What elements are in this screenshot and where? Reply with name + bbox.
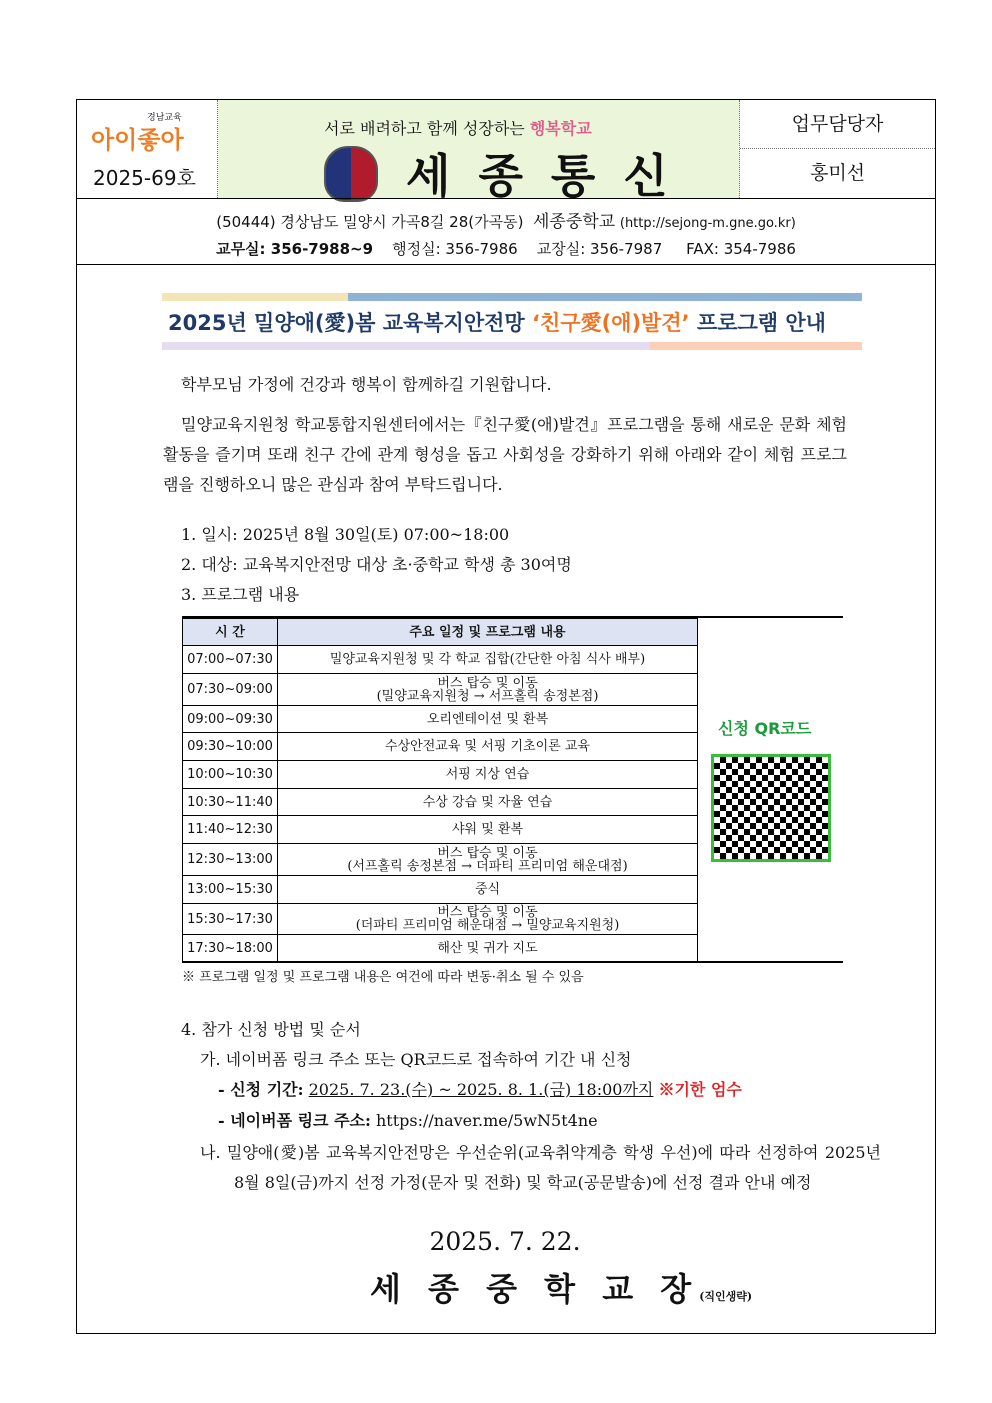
item-program: 3. 프로그램 내용 — [181, 585, 300, 604]
table-row — [183, 761, 698, 789]
signer-name: 세 종 중 학 교 장 — [370, 1270, 700, 1308]
school-url[interactable]: (http://sejong-m.gne.go.kr) — [619, 216, 796, 231]
school-name: 세종중학교 — [532, 212, 616, 232]
item-target: 2. 대상: 교육복지안전망 대상 초·중학교 학생 총 30여명 — [181, 555, 572, 574]
row-content — [278, 876, 698, 904]
slogan-text: 서로 배려하고 함께 성장하는 — [324, 119, 525, 138]
deadline-note: ※기한 엄수 — [658, 1080, 742, 1099]
seal-omitted: (직인생략) — [699, 1290, 753, 1303]
table-row — [183, 935, 698, 963]
manager-name: 홍미선 — [809, 162, 866, 184]
row-content-route: (더파티 프리미엄 해운대점 → 밀양교육지원청) — [355, 918, 620, 933]
row-time: 12:30~13:00 — [183, 844, 278, 876]
contact-line — [77, 238, 935, 259]
signer — [370, 1264, 752, 1310]
period-value: 2025. 7. 23.(수) ~ 2025. 8. 1.(금) 18:00까지 — [308, 1080, 654, 1099]
greeting: 학부모님 가정에 건강과 행복이 함께하길 기원합니다. — [181, 375, 552, 394]
intro-paragraph: 밀양교육지원청 학교통합지원센터에서는『친구愛(애)발견』프로그램을 통해 새로운 문화 체험활동을 즐기며 또래 친구 간에 관계 형성을 돕고 사회성을 강화하기 위해 아래와 같이 체험 프로그램을 진행하오니 많은 관심과 참여 부탁드립니다. — [163, 415, 847, 494]
table-row — [183, 844, 698, 876]
header-left — [77, 100, 218, 198]
row-content-main: 버스 탑승 및 이동 — [437, 845, 538, 861]
table-note: ※ 프로그램 일정 및 프로그램 내용은 여건에 따라 변동·취소 될 수 있음 — [182, 970, 584, 985]
header-time: 시 간 — [183, 619, 278, 646]
row-time: 15:30~17:30 — [183, 904, 278, 935]
item-date: 1. 일시: 2025년 8월 30일(토) 07:00~18:00 — [181, 525, 510, 544]
row-time: 10:00~10:30 — [183, 761, 278, 789]
address-text: (50444) 경상남도 밀양시 가곡8길 28(가곡동) — [216, 213, 524, 231]
row-content-route: (밀양교육지원청 → 서프홀릭 송정본점) — [376, 688, 599, 704]
banner-title-b: ‘친구愛(애)발견’ — [532, 311, 690, 335]
banner-bar-top-left — [162, 293, 348, 301]
qr-code-icon[interactable] — [711, 754, 831, 862]
row-content — [278, 789, 698, 816]
admin-phone: 행정실: 356-7986 — [392, 240, 518, 258]
qr-label: 신청 QR코드 — [718, 719, 812, 738]
banner-bar-bottom-right — [650, 342, 862, 350]
apply-period — [218, 1077, 742, 1100]
slogan — [324, 116, 592, 139]
table-row — [183, 876, 698, 904]
row-content — [278, 904, 698, 935]
naver-form-link[interactable]: https://naver.me/5wN5t4ne — [376, 1111, 598, 1130]
principal-phone: 교장실: 356-7987 — [536, 240, 663, 258]
period-label: - 신청 기간: — [218, 1080, 304, 1099]
link-label: - 네이버폼 링크 주소: — [218, 1111, 371, 1130]
row-content-main: 밀양교육지원청 및 각 학교 집합(간단한 아침 식사 배부) — [329, 652, 646, 667]
banner-title-a: 2025년 밀양애(愛)봄 교육복지안전망 — [168, 311, 525, 335]
row-content-main: 해산 및 귀가 지도 — [437, 941, 538, 956]
row-content-main: 중식 — [474, 882, 501, 897]
row-content-main: 수상안전교육 및 서핑 기초이론 교육 — [385, 739, 590, 754]
table-row — [183, 706, 698, 733]
address-block — [77, 198, 935, 265]
banner-title — [168, 307, 826, 337]
row-time: 07:30~09:00 — [183, 674, 278, 706]
address-line — [77, 207, 935, 232]
row-time: 13:00~15:30 — [183, 876, 278, 904]
form-link — [218, 1108, 598, 1131]
row-content-main: 버스 탑승 및 이동 — [437, 905, 538, 920]
row-content — [278, 733, 698, 761]
row-content-main: 수상 강습 및 자율 연습 — [422, 794, 553, 810]
row-content — [278, 646, 698, 674]
row-content — [278, 844, 698, 876]
row-content — [278, 706, 698, 733]
section4-title: 4. 참가 신청 방법 및 순서 — [181, 1020, 361, 1039]
manager-label: 업무담당자 — [740, 100, 935, 149]
table-row — [183, 674, 698, 706]
header-content: 주요 일정 및 프로그램 내용 — [278, 619, 698, 646]
row-content-main: 서핑 지상 연습 — [445, 767, 530, 782]
row-time: 11:40~12:30 — [183, 816, 278, 844]
row-time: 10:30~11:40 — [183, 789, 278, 816]
fax-number: FAX: 354-7986 — [686, 240, 796, 258]
banner-bar-bottom-left — [162, 342, 650, 350]
logo: 아이좋아 — [91, 126, 184, 154]
banner-title-c: 프로그램 안내 — [696, 311, 826, 335]
header-manager — [740, 100, 935, 198]
row-content-main: 버스 탑승 및 이동 — [437, 675, 538, 691]
table-header-row — [183, 619, 698, 646]
row-content — [278, 816, 698, 844]
newsletter-title: 세 종 통 신 — [406, 149, 674, 203]
table-row — [183, 733, 698, 761]
office-phone: 교무실: 356-7988~9 — [216, 240, 374, 258]
document-date: 2025. 7. 22. — [429, 1227, 581, 1256]
table-row — [183, 646, 698, 674]
row-time: 09:30~10:00 — [183, 733, 278, 761]
table-row — [183, 789, 698, 816]
section4-na: 나. 밀양애(愛)봄 교육복지안전망은 우선순위(교육취약계층 학생 우선)에 따라 선정하여 2025년 8월 8일(금)까지 선정 가정(문자 및 전화) 및 학교(공문발송)에 선정 결과 안내 예정 — [200, 1143, 881, 1192]
row-time: 17:30~18:00 — [183, 935, 278, 963]
row-content — [278, 761, 698, 789]
section4-ga: 가. 네이버폼 링크 주소 또는 QR코드로 접속하여 기간 내 신청 — [200, 1050, 632, 1069]
row-content — [278, 674, 698, 706]
row-time: 07:00~07:30 — [183, 646, 278, 674]
slogan-highlight: 행복학교 — [529, 119, 592, 138]
row-time: 09:00~09:30 — [183, 706, 278, 733]
row-content-main: 오리엔테이션 및 환복 — [426, 711, 549, 727]
school-emblem-icon — [324, 146, 378, 202]
row-content-route: (서프홀릭 송정본점 → 더파티 프리미엄 해운대점) — [347, 858, 628, 874]
table-row — [183, 904, 698, 935]
row-content-main: 샤워 및 환복 — [451, 822, 524, 837]
issue-number: 2025-69호 — [93, 166, 196, 190]
table-row — [183, 816, 698, 844]
header-title-area — [218, 100, 740, 203]
logo-small-text: 경남교육 — [147, 113, 182, 123]
row-content — [278, 935, 698, 963]
schedule-table — [182, 618, 698, 963]
banner-bar-top-right — [348, 293, 862, 301]
